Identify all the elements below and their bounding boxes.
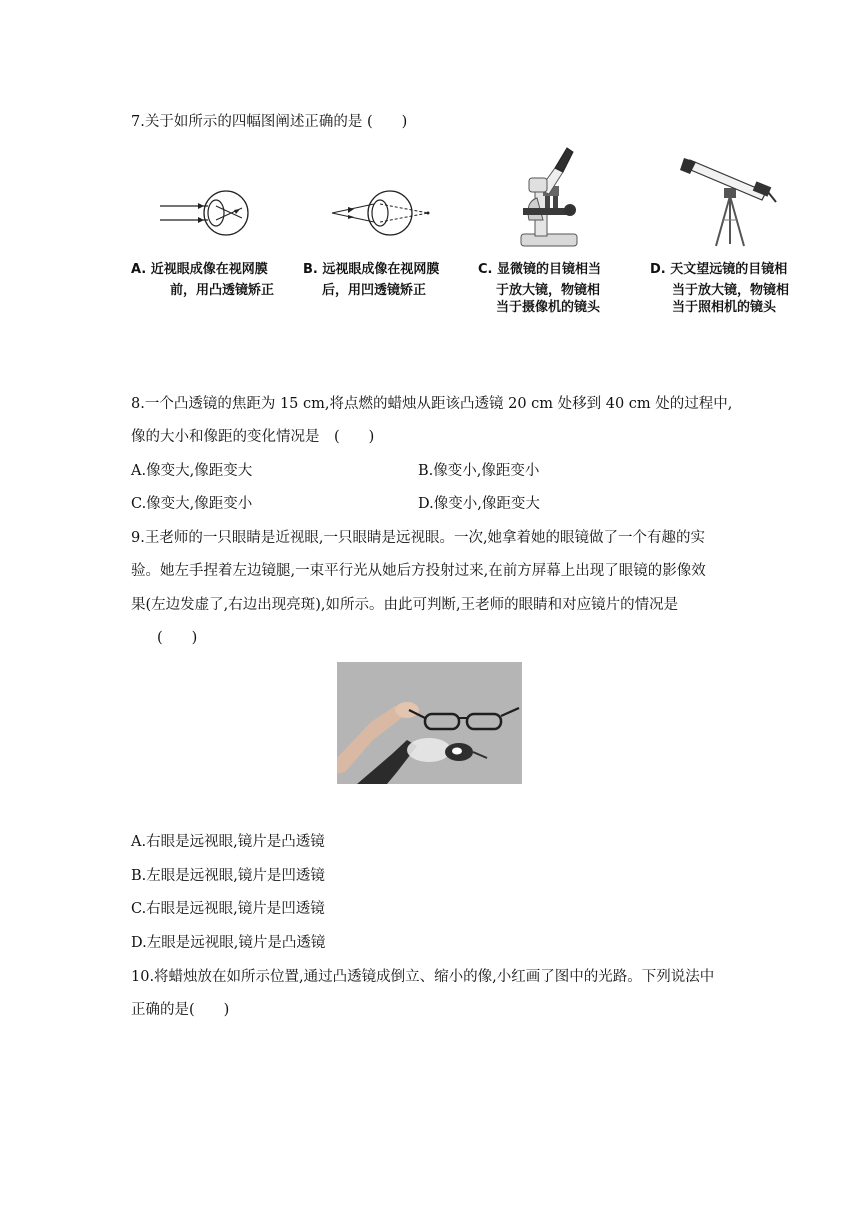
q8-option-d: D.像变小,像距变大 [418, 496, 540, 512]
q7-stem: 7.关于如所示的四幅图阐述正确的是 ( ) [131, 114, 408, 130]
q9-stem-line3: 果(左边发虚了,右边出现亮斑),如所示。由此可判断,王老师的眼睛和对应镜片的情况是 [131, 597, 679, 613]
q7-caption-d-line2: 当于放大镜，物镜相 [672, 283, 790, 298]
q7-caption-b-line1: B. 远视眼成像在视网膜 [303, 262, 440, 277]
telescope-image [680, 148, 780, 250]
q8-stem-line1: 8.一个凸透镜的焦距为 15 cm,将点燃的蜡烛从距该凸透镜 20 cm 处移到 40 cm 处的过程中, [131, 396, 733, 412]
q9-stem-line1: 9.王老师的一只眼睛是近视眼,一只眼睛是远视眼。一次,她拿着她的眼镜做了一个有趣的实 [131, 530, 706, 546]
q7-caption-c-line1: C. 显微镜的目镜相当 [478, 262, 602, 277]
glasses-shadow-photo [337, 662, 522, 784]
q10-stem-line1: 10.将蜡烛放在如所示位置,通过凸透镜成倒立、缩小的像,小红画了图中的光路。下列说法中 [131, 969, 715, 985]
q7-caption-a-line2: 前，用凸透镜矫正 [170, 283, 275, 298]
q7-caption-c-line3: 当于摄像机的镜头 [496, 300, 601, 315]
q9-stem-line2: 验。她左手捏着左边镜腿,一束平行光从她后方投射过来,在前方屏幕上出现了眼镜的影像效 [131, 563, 706, 579]
q7-caption-c-line2: 于放大镜，物镜相 [496, 283, 601, 298]
q8-option-a: A.像变大,像距变大 [131, 463, 253, 479]
myopia-eye-diagram [158, 186, 254, 240]
q9-option-c: C.右眼是远视眼,镜片是凹透镜 [131, 901, 325, 917]
q7-caption-a-line1: A. 近视眼成像在视网膜 [131, 262, 268, 277]
q8-option-c: C.像变大,像距变小 [131, 496, 253, 512]
hyperopia-eye-diagram [330, 186, 434, 240]
q9-stem-line4: ( ) [157, 630, 198, 646]
q8-stem-line2: 像的大小和像距的变化情况是 ( ) [131, 429, 375, 445]
q9-option-a: A.右眼是远视眼,镜片是凸透镜 [131, 834, 325, 850]
q8-option-b: B.像变小,像距变小 [418, 463, 540, 479]
q7-caption-d-line3: 当于照相机的镜头 [672, 300, 777, 315]
q10-stem-line2: 正确的是( ) [131, 1002, 230, 1018]
microscope-image [515, 142, 585, 250]
q7-caption-d-line1: D. 天文望远镜的目镜相 [650, 262, 788, 277]
q7-caption-b-line2: 后，用凹透镜矫正 [322, 283, 427, 298]
q9-option-d: D.左眼是远视眼,镜片是凸透镜 [131, 935, 326, 951]
q9-option-b: B.左眼是远视眼,镜片是凹透镜 [131, 868, 325, 884]
